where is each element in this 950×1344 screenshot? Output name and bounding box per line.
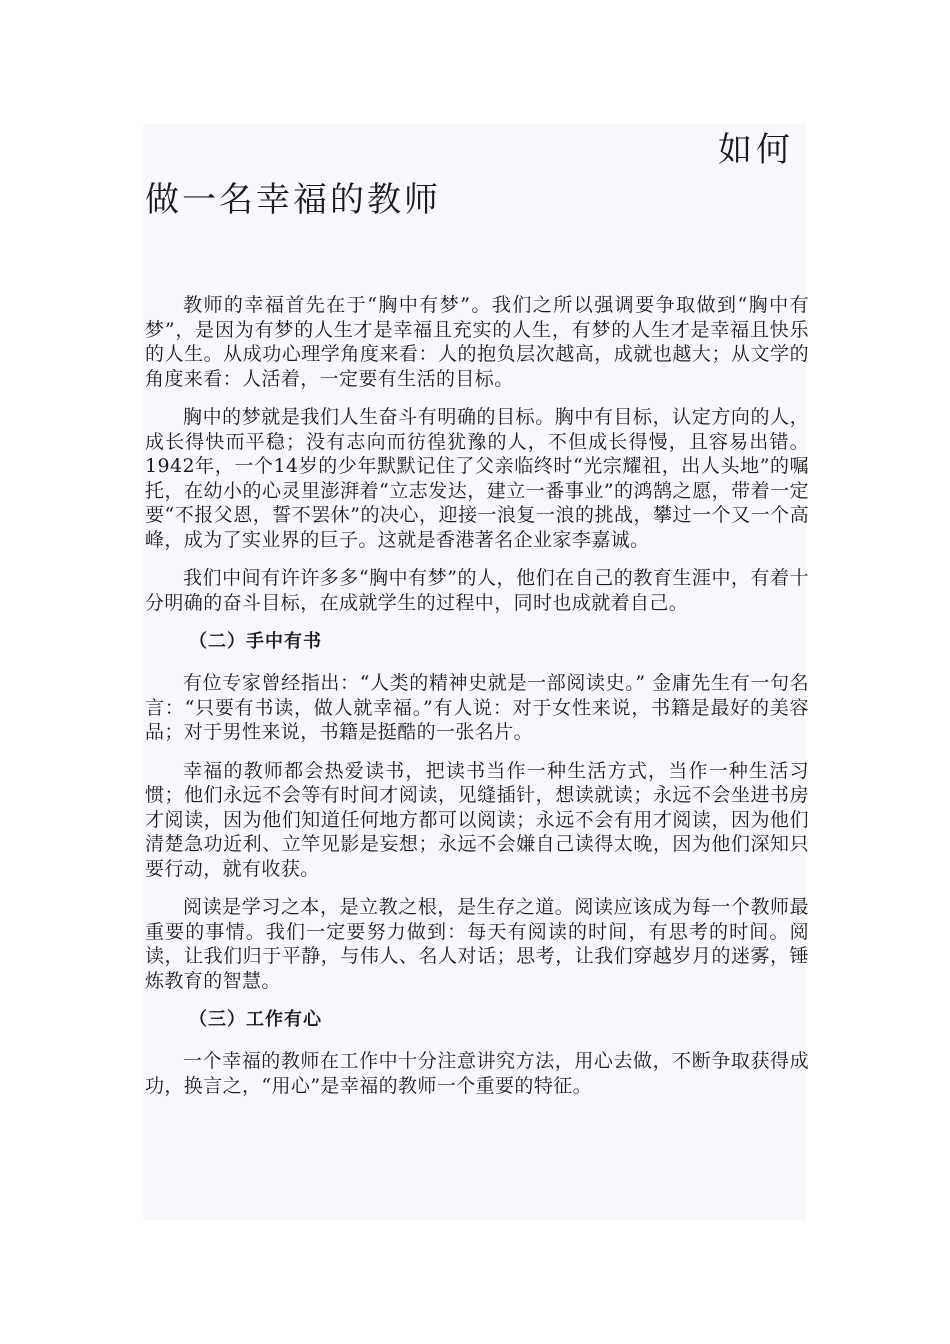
- body-paragraph: 一个幸福的教师在工作中十分注意讲究方法，用心去做，不断争取获得成功，换言之，“用心”是幸福的教师一个重要的特征。: [145, 1050, 809, 1097]
- document-title-part2: 做一名幸福的教师: [145, 180, 441, 220]
- document-title-part1: 如何: [718, 130, 794, 170]
- document-body: [145, 293, 809, 1112]
- body-paragraph: 教师的幸福首先在于“胸中有梦”。我们之所以强调要争取做到“胸中有梦”，是因为有梦的人生才是幸福且充实的人生，有梦的人生才是幸福且快乐的人生。从成功心理学角度来看：人的抱负层次越高，成就也越大；从文学的角度来看：人活着，一定要有生活的目标。: [145, 294, 809, 390]
- body-paragraph: 有位专家曾经指出：“人类的精神史就是一部阅读史。” 金庸先生有一句名言：“只要有书读，做人就幸福。”有人说：对于女性来说，书籍是最好的美容品；对于男性来说，书籍是挺酷的一张名片。: [145, 672, 809, 743]
- section-heading-books: （二）手中有书: [189, 631, 322, 652]
- body-paragraph: 幸福的教师都会热爱读书，把读书当作一种生活方式，当作一种生活习惯；他们永远不会等有时间才阅读，见缝插针，想读就读；永远不会坐进书房才阅读，因为他们知道任何地方都可以阅读；永远不会有用才阅读，因为他们清楚急功近利、立竿见影是妄想；永远不会嫌自己读得太晚，因为他们深知只要行动，就有收获。: [145, 759, 809, 880]
- body-paragraph: 胸中的梦就是我们人生奋斗有明确的目标。胸中有目标，认定方向的人，成长得快而平稳；没有志向而彷徨犹豫的人，不但成长得慢，且容易出错。1942年，一个14岁的少年默默记住了父亲临终时“光宗耀祖，出人头地”的嘱托，在幼小的心灵里澎湃着“立志发达，建立一番事业”的鸿鹄之愿，带着一定要“不报父恩，誓不罢休”的决心，迎接一浪复一浪的挑战，攀过一个又一个高峰，成为了实业界的巨子。这就是香港著名企业家李嘉诚。: [145, 406, 809, 551]
- body-paragraph: 我们中间有许许多多“胸中有梦”的人，他们在自己的教育生涯中，有着十分明确的奋斗目标，在成就学生的过程中，同时也成就着自己。: [145, 567, 809, 614]
- section-heading-work: （三）工作有心: [189, 1009, 322, 1030]
- body-paragraph: 阅读是学习之本，是立教之根，是生存之道。阅读应该成为每一个教师最重要的事情。我们一定要努力做到：每天有阅读的时间，有思考的时间。阅读，让我们归于平静，与伟人、名人对话；思考，让我们穿越岁月的迷雾，锤炼教育的智慧。: [145, 896, 809, 992]
